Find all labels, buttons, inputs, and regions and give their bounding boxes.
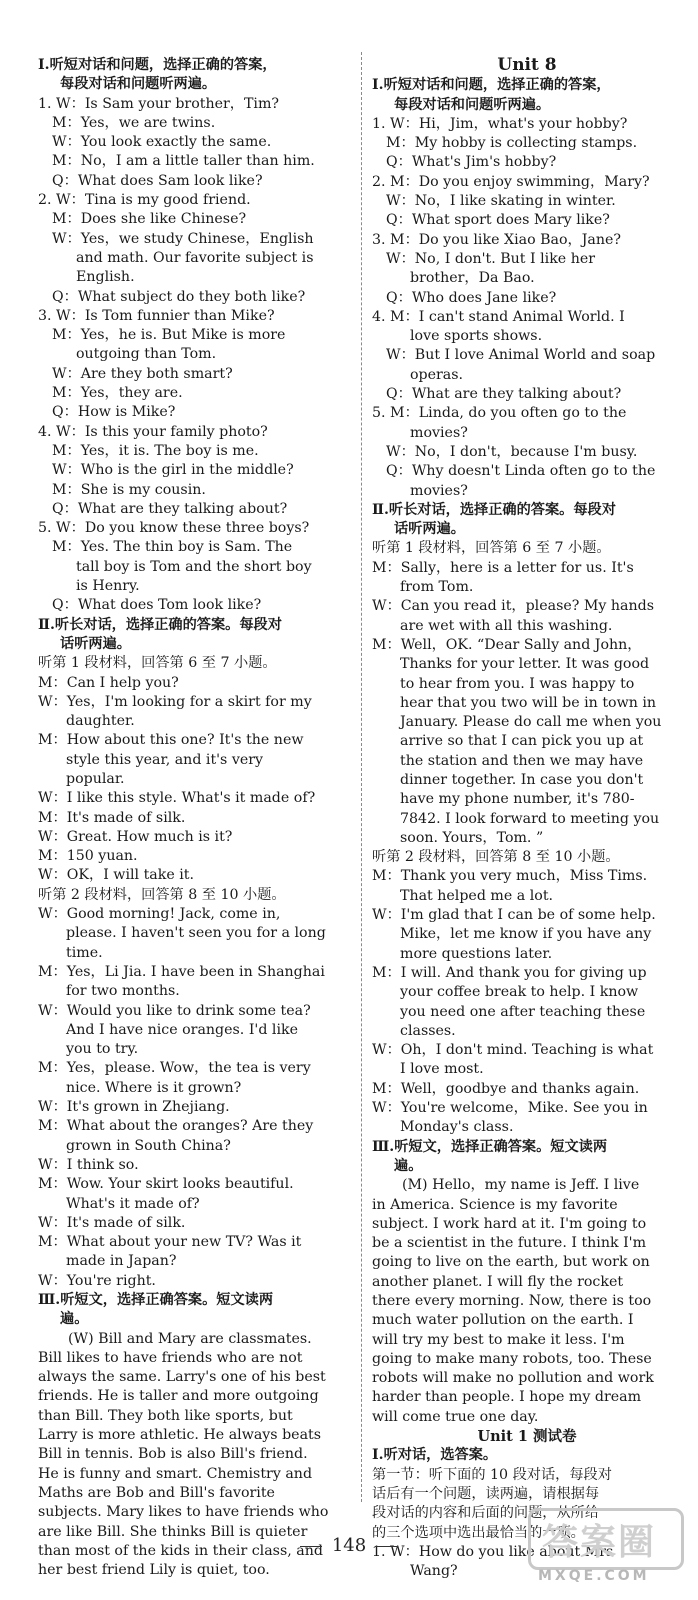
dialog-line: M：It's made of silk. — [38, 809, 186, 826]
watermark-text: MXQE.COM — [538, 1568, 650, 1584]
left-column — [38, 56, 350, 1580]
dialog-line: That helped me a lot. — [400, 887, 554, 904]
dialog-line: 5. W：Do you know these three boys? — [38, 520, 310, 537]
dialog-line: M：Yes，he is. But Mike is more — [52, 327, 286, 344]
passage-line: Maths are Bob and Bill's favorite — [38, 1484, 275, 1501]
dialog-line: outgoing than Tom. — [76, 346, 217, 363]
dialog-line: M：Well，goodbye and thanks again. — [372, 1080, 640, 1097]
dialog-line: W：Good morning! Jack, come in, — [38, 906, 281, 923]
dialog-line: W：Who is the girl in the middle? — [52, 462, 294, 479]
dialog-line: M：What about the oranges? Are they — [38, 1118, 314, 1135]
dialog-line: M：Well，OK. “Dear Sally and John， — [372, 636, 642, 653]
section-heading: Ⅰ.听短对话和问题，选择正确的答案， — [372, 77, 611, 94]
dialog-line: M：Yes，it is. The boy is me. — [52, 442, 259, 459]
dialog-line: W：I think so. — [38, 1156, 139, 1173]
page-number-text: 148 — [331, 1535, 367, 1556]
dialog-line: 4. M：I can't stand Animal World. I — [372, 308, 625, 325]
dialog-line: nice. Where is it grown? — [66, 1079, 242, 1096]
passage-line: much water pollution on the earth. I — [372, 1312, 634, 1329]
dialog-line: grown in South China? — [66, 1137, 231, 1154]
dialog-line: M：Yes. The thin boy is Sam. The — [52, 539, 293, 556]
dialog-line: W：You look exactly the same. — [52, 134, 272, 151]
dialog-line: M：She is my cousin. — [52, 481, 206, 498]
dialog-line: time. — [66, 944, 103, 961]
test-title: Unit 1 测试卷 — [477, 1428, 577, 1446]
page-number-dash — [376, 1546, 398, 1547]
dialog-line: Q：What are they talking about? — [52, 500, 288, 517]
passage-line: will try my best to make it less. I'm — [372, 1331, 625, 1348]
dialog-line: W：No，I don't，because I'm busy. — [386, 443, 638, 460]
dialog-line: 听第 1 段材料，回答第 6 至 7 小题。 — [38, 655, 277, 672]
dialog-line: W：I like this style. What's it made of? — [38, 790, 316, 807]
dialog-line: and math. Our favorite subject is — [76, 249, 314, 266]
passage-line: her best friend Lily is quiet, too. — [38, 1562, 270, 1579]
dialog-line: is Henry. — [76, 578, 140, 595]
dialog-line: M：Thank you very much，Miss Tims. — [372, 868, 648, 885]
dialog-line: W：I'm glad that I can be of some help. — [372, 907, 656, 924]
passage-line: than most of the kids in their class, and — [38, 1542, 323, 1559]
dialog-line: 1. W：Hi，Jim，what's your hobby? — [372, 115, 628, 132]
dialog-line: 3. M：Do you like Xiao Bao，Jane? — [372, 231, 622, 248]
dialog-line: 1. W：Is Sam your brother，Tim? — [38, 95, 280, 112]
dialog-line: M：How about this one? It's the new — [38, 732, 304, 749]
section-heading: Ⅱ.听长对话，选择正确的答案。每段对 — [372, 501, 616, 518]
dialog-line: 2. W：Tina is my good friend. — [38, 192, 251, 209]
dialog-line: 4. W：Is this your family photo? — [38, 423, 268, 440]
dialog-line: Mike，let me know if you have any — [400, 926, 652, 943]
passage-line: Bill in tennis. Bob is also Bill's friend. — [38, 1446, 308, 1463]
dialog-line: Q：What does Tom look like? — [52, 597, 262, 614]
dialog-line: M：No，I am a little taller than him. — [52, 153, 315, 170]
page-number-dash — [300, 1546, 322, 1547]
dialog-line: movies? — [410, 482, 468, 499]
section-heading-cont: 话听两遍。 — [60, 635, 131, 652]
dialog-line: style this year, and it's very — [66, 751, 264, 768]
passage-line: going to make many robots, too. These — [372, 1350, 652, 1367]
passage-line: subject. I work hard at it. I'm going to — [372, 1215, 647, 1232]
passage-line: will come true one day. — [372, 1408, 539, 1425]
dialog-line: Thanks for your letter. It was good — [400, 656, 650, 673]
dialog-line: English. — [76, 269, 135, 286]
dialog-line: M：Wow. Your skirt looks beautiful. — [38, 1176, 294, 1193]
dialog-line: 7842. I look forward to meeting you — [400, 810, 660, 827]
dialog-line: M：What about your new TV? Was it — [38, 1234, 302, 1251]
dialog-line: M：Sally，here is a letter for us. It's — [372, 559, 634, 576]
dialog-line: And I have nice oranges. I'd like — [66, 1021, 298, 1038]
dialog-line: you need one after teaching these — [400, 1003, 646, 1020]
instruction-line: 话后有一个问题，读两遍，请根据每 — [372, 1485, 600, 1502]
dialog-line: daughter. — [66, 713, 135, 730]
dialog-line: W：No, I don't. But I like her — [386, 250, 596, 267]
passage-line: He is funny and smart. Chemistry and — [38, 1465, 313, 1482]
dialog-line: Q：Who does Jane like? — [386, 289, 557, 306]
passage-line: always the same. Larry's one of his best — [38, 1369, 326, 1386]
dialog-line: M：Does she like Chinese? — [52, 211, 247, 228]
dialog-line: please. I haven't seen you for a long — [66, 925, 326, 942]
dialog-line: M：I will. And thank you for giving up — [372, 964, 647, 981]
passage-line: subjects. Mary likes to have friends who — [38, 1504, 329, 1521]
dialog-line: W：Yes，I'm looking for a skirt for my — [38, 693, 312, 710]
dialog-line: W：Oh，I don't mind. Teaching is what — [372, 1042, 654, 1059]
passage-line: (W) Bill and Mary are classmates. — [68, 1330, 312, 1347]
dialog-line: W：Yes，we study Chinese，English — [52, 230, 314, 247]
dialog-line: M：My hobby is collecting stamps. — [386, 135, 638, 152]
dialog-line: Q：What's Jim's hobby? — [386, 154, 557, 171]
dialog-line: brother，Da Bao. — [410, 270, 535, 287]
dialog-line: your coffee break to help. I know — [400, 984, 639, 1001]
dialog-line: 1. W：How do you like about Mrs — [372, 1543, 614, 1560]
dialog-line: 听第 2 段材料，回答第 8 至 10 小题。 — [372, 849, 620, 866]
dialog-line: January. Please do call me when you — [400, 714, 662, 731]
watermark-logo — [528, 1508, 688, 1592]
dialog-line: 听第 2 段材料，回答第 8 至 10 小题。 — [38, 886, 286, 903]
passage-line: than Bill. They both like sports, but — [38, 1407, 293, 1424]
dialog-line: for two months. — [66, 983, 180, 1000]
dialog-line: W：No，I like skating in winter. — [386, 193, 616, 210]
section-heading-cont: 遍。 — [60, 1311, 89, 1328]
passage-line: in America. Science is my favorite — [372, 1196, 618, 1213]
passage-line: are like Bill. She thinks Bill is quieter — [38, 1523, 308, 1540]
dialog-line: Q：How is Mike? — [52, 404, 176, 421]
dialog-line: movies? — [410, 424, 468, 441]
passage-line: another planet. I will fly the rocket — [372, 1273, 624, 1290]
passage-line: be a scientist in the future. I think I'm — [372, 1235, 647, 1252]
section-heading-cont: 话听两遍。 — [394, 521, 465, 538]
dialog-line: W：Great. How much is it? — [38, 828, 233, 845]
passage-line: there every morning. Now, there is too — [372, 1293, 652, 1309]
passage-line: Bill likes to have friends who are not — [38, 1349, 303, 1366]
dialog-line: I love most. — [400, 1061, 484, 1078]
dialog-line: have my phone number, it's 780- — [400, 791, 635, 808]
dialog-line: M：Yes，Li Jia. I have been in Shanghai — [38, 963, 325, 980]
dialog-line: are wet with all this washing. — [400, 617, 613, 634]
dialog-line: dinner together. In case you don't — [400, 771, 644, 788]
instruction-line: 的三个选项中选出最恰当的一项。 — [372, 1524, 585, 1541]
passage-line: harder than people. I hope my dream — [372, 1389, 642, 1406]
section-heading-cont: 每段对话和问题听两遍。 — [394, 96, 551, 113]
dialog-line: Q：Why doesn't Linda often go to the — [386, 463, 656, 480]
dialog-line: Q：What are they talking about? — [386, 386, 622, 403]
dialog-line: M：Can I help you? — [38, 674, 179, 691]
dialog-line: Q：What subject do they both like? — [52, 288, 306, 305]
instruction-line: 第一节：听下面的 10 段对话，每段对 — [372, 1466, 612, 1483]
dialog-line: W：Can you read it，please? My hands — [372, 598, 655, 615]
dialog-line: you to try. — [66, 1041, 139, 1058]
dialog-line: love sports shows. — [410, 328, 543, 345]
dialog-line: W：Are they both smart? — [52, 365, 233, 382]
section-heading: Ⅲ.听短文，选择正确答案。短文读两 — [372, 1138, 608, 1155]
column-divider — [361, 52, 362, 1502]
dialog-line: W：You're right. — [38, 1272, 156, 1289]
dialog-line: W：You're welcome，Mike. See you in — [372, 1100, 648, 1117]
dialog-line: What's it made of? — [66, 1195, 200, 1212]
dialog-line: 2. M：Do you enjoy swimming，Mary? — [372, 173, 650, 190]
unit-title: Unit 8 — [497, 55, 557, 75]
dialog-line: from Tom. — [400, 579, 474, 596]
dialog-line: more questions later. — [400, 945, 553, 962]
passage-line: (M) Hello，my name is Jeff. I live — [402, 1177, 640, 1194]
section-heading: Ⅰ.听对话，选答案。 — [372, 1447, 498, 1464]
dialog-line: soon. Yours，Tom. ” — [400, 829, 544, 846]
dialog-line: M：Yes，please. Wow，the tea is very — [38, 1060, 311, 1077]
section-heading-cont: 每段对话和问题听两遍。 — [60, 76, 217, 93]
dialog-line: 听第 1 段材料，回答第 6 至 7 小题。 — [372, 540, 611, 557]
dialog-line: Monday's class. — [400, 1119, 514, 1136]
dialog-line: the station and then we may have — [400, 752, 644, 769]
watermark-glyphs: 答案圈 — [542, 1522, 657, 1563]
dialog-line: Wang? — [410, 1563, 458, 1580]
dialog-line: made in Japan? — [66, 1253, 177, 1270]
dialog-line: classes. — [400, 1022, 456, 1039]
section-heading: Ⅰ.听短对话和问题，选择正确的答案， — [38, 57, 277, 73]
dialog-line: M：150 yuan. — [38, 848, 138, 865]
passage-line: Larry is more athletic. He always beats — [38, 1427, 322, 1444]
right-column — [372, 56, 682, 1581]
dialog-line: Q：What sport does Mary like? — [386, 212, 610, 229]
passage-line: going to live on the earth, but work on — [372, 1254, 650, 1271]
passage-line: friends. He is taller and more outgoing — [38, 1388, 319, 1405]
dialog-line: popular. — [66, 770, 125, 787]
dialog-line: 3. W：Is Tom funnier than Mike? — [38, 307, 275, 324]
dialog-line: M：Yes，we are twins. — [52, 114, 216, 131]
dialog-line: W：But I love Animal World and soap — [386, 347, 656, 364]
dialog-line: W：It's made of silk. — [38, 1214, 186, 1231]
instruction-line: 段对话的内容和后面的问题，从所给 — [372, 1505, 600, 1522]
dialog-line: arrive so that I can pick you up at — [400, 733, 644, 750]
passage-line: robots will make no pollution and work — [372, 1370, 654, 1387]
dialog-line: hear that you two will be in town in — [400, 694, 657, 711]
dialog-line: W：Would you like to drink some tea? — [38, 1002, 311, 1019]
dialog-line: W：OK，I will take it. — [38, 867, 194, 884]
section-heading: Ⅲ.听短文，选择正确答案。短文读两 — [38, 1292, 274, 1308]
dialog-line: to hear from you. I was happy to — [400, 675, 635, 692]
dialog-line: Q：What does Sam look like? — [52, 172, 263, 189]
section-heading-cont: 遍。 — [394, 1157, 423, 1174]
dialog-line: tall boy is Tom and the short boy — [76, 558, 312, 575]
section-heading: Ⅱ.听长对话，选择正确的答案。每段对 — [38, 616, 282, 633]
dialog-line: M：Yes，they are. — [52, 385, 183, 402]
dialog-line: W：It's grown in Zhejiang. — [38, 1099, 230, 1116]
dialog-line: 5. M：Linda, do you often go to the — [372, 405, 627, 422]
dialog-line: operas. — [410, 366, 464, 383]
